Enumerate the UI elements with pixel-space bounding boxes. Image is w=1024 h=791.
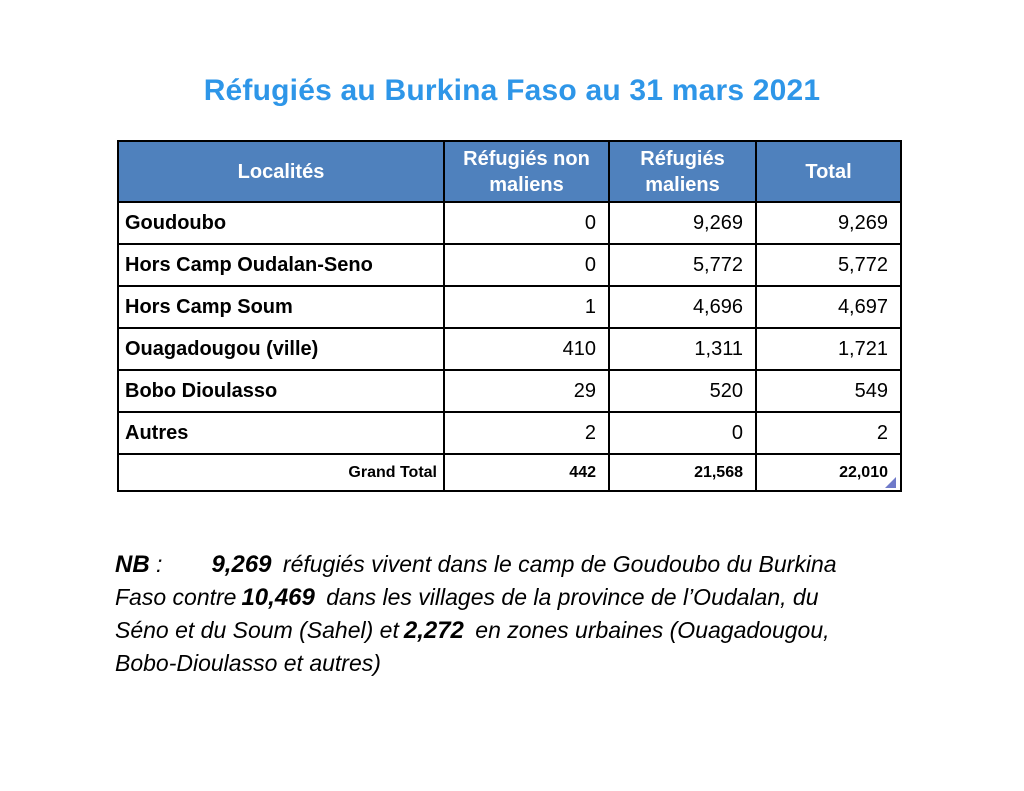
maliens-cell: 4,696: [609, 286, 756, 328]
non-maliens-cell: 0: [444, 244, 609, 286]
refugee-stats-table-wrap: [117, 140, 900, 492]
non-maliens-cell: 0: [444, 202, 609, 244]
nb-line3-text: en zones urbaines (Ouagadougou,: [475, 617, 830, 643]
refugee-stats-table: [117, 140, 902, 492]
table-row: [118, 412, 901, 454]
total-cell: 4,697: [756, 286, 901, 328]
header-total: Total: [756, 141, 901, 202]
nb-line2-text: dans les villages de la province de l’Oudalan, du: [326, 584, 819, 610]
total-cell: 2: [756, 412, 901, 454]
locality-cell: Hors Camp Oudalan-Seno: [118, 244, 444, 286]
nb-note: [115, 548, 945, 680]
header-row: [118, 141, 901, 202]
non-maliens-cell: 410: [444, 328, 609, 370]
table-row: [118, 370, 901, 412]
table-row: [118, 244, 901, 286]
nb-line1-text: réfugiés vivent dans le camp de Goudoubo du Burkina: [282, 551, 837, 577]
nb-line4-text: Bobo-Dioulasso et autres): [115, 650, 381, 676]
header-localites: Localités: [118, 141, 444, 202]
grand-total-non-maliens: 442: [444, 454, 609, 491]
page-title: Réfugiés au Burkina Faso au 31 mars 2021: [203, 74, 821, 107]
table-row: [118, 286, 901, 328]
header-refugies-non-maliens: Réfugiés non maliens: [444, 141, 609, 202]
grand-total-label: Grand Total: [118, 454, 444, 491]
nb-figure-3: 2,272: [403, 617, 464, 644]
locality-cell: Hors Camp Soum: [118, 286, 444, 328]
total-cell: 549: [756, 370, 901, 412]
nb-colon: :: [149, 551, 163, 577]
header-refugies-maliens: Réfugiés maliens: [609, 141, 756, 202]
locality-cell: Goudoubo: [118, 202, 444, 244]
maliens-cell: 9,269: [609, 202, 756, 244]
non-maliens-cell: 29: [444, 370, 609, 412]
table-footer: [118, 454, 901, 491]
total-cell: 1,721: [756, 328, 901, 370]
locality-cell: Bobo Dioulasso: [118, 370, 444, 412]
table-header: [118, 141, 901, 202]
locality-cell: Ouagadougou (ville): [118, 328, 444, 370]
grand-total-total: 22,010: [756, 454, 901, 491]
grand-total-row: [118, 454, 901, 491]
non-maliens-cell: 1: [444, 286, 609, 328]
nb-line2-pre: Faso contre: [115, 584, 237, 610]
nb-label: NB: [115, 551, 150, 578]
nb-line3-pre: Séno et du Soum (Sahel) et: [115, 617, 399, 643]
total-cell: 5,772: [756, 244, 901, 286]
table-row: [118, 328, 901, 370]
maliens-cell: 5,772: [609, 244, 756, 286]
table-row: [118, 202, 901, 244]
locality-cell: Autres: [118, 412, 444, 454]
maliens-cell: 0: [609, 412, 756, 454]
nb-figure-2: 10,469: [241, 584, 315, 611]
non-maliens-cell: 2: [444, 412, 609, 454]
grand-total-maliens: 21,568: [609, 454, 756, 491]
maliens-cell: 520: [609, 370, 756, 412]
nb-figure-1: 9,269: [211, 551, 272, 578]
table-body: [118, 202, 901, 454]
table-corner-resize-triangle-icon: [885, 477, 896, 488]
total-cell: 9,269: [756, 202, 901, 244]
maliens-cell: 1,311: [609, 328, 756, 370]
